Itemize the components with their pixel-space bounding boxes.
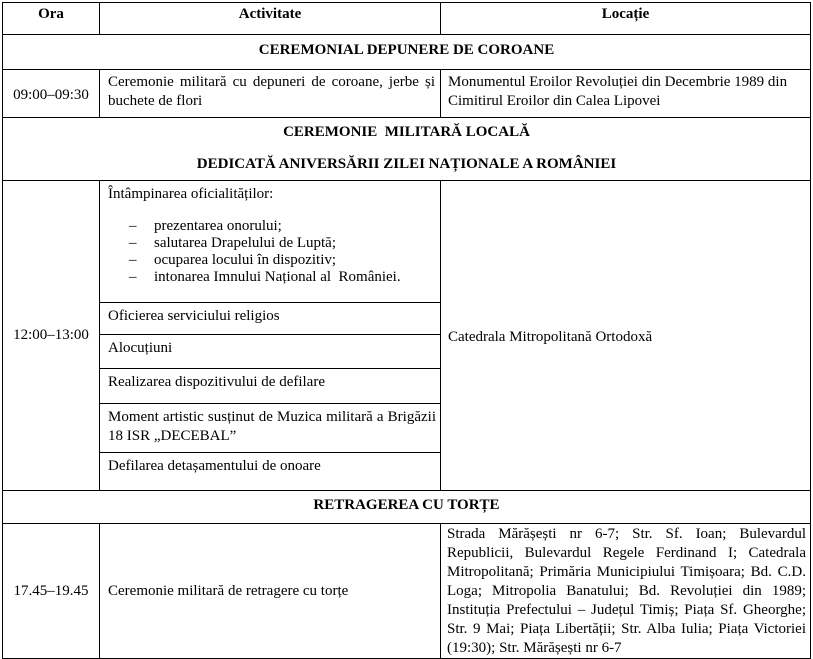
section-torte-row: [3, 491, 811, 524]
greeting-item: – prezentarea onorului;: [108, 218, 436, 235]
program-table: [2, 2, 811, 659]
header-row: [3, 3, 811, 35]
ceremonie-activity-list: [100, 181, 440, 490]
activity-item: Alocuțiuni: [100, 335, 440, 369]
coroane-row: [3, 70, 811, 118]
greeting-item: – salutarea Drapelului de Luptă;: [108, 235, 436, 252]
coroane-location: Monumentul Eroilor Revoluției din Decembrie 1989 din Cimitirul Eroilor din Calea Lipovei: [441, 70, 811, 118]
activity-item: Defilarea detașamentului de onoare: [108, 458, 321, 474]
torte-row: [3, 524, 811, 659]
greeting-title: Întâmpinarea oficialităților:: [108, 186, 274, 202]
section-title-coroane: CEREMONIAL DEPUNERE DE COROANE: [3, 35, 811, 70]
torte-activity: Ceremonie militară de retragere cu torțe: [100, 524, 441, 659]
section-title-ceremonie-line2: DEDICATĂ ANIVERSĂRII ZILEI NAȚIONALE A ROMÂNIEI: [196, 156, 617, 172]
activity-item: Realizarea dispozitivului de defilare: [100, 369, 440, 404]
greeting-item: – ocuparea locului în dispozitiv;: [108, 252, 436, 269]
header-activitate: Activitate: [100, 3, 441, 35]
greeting-activity: [100, 181, 440, 303]
torte-route: Strada Mărășești nr 6-7; Str. Sf. Ioan; Bulevardul Republicii, Bulevardul Regele Ferdinand I; Catedrala Mitropolitană; Primăria Municipiului Timișoara; Bd. C.D. Loga; Mitropolia Banatului; Bd. Revoluției din 1989; Instituția Prefectului – Județul Timiș; Piața Sf. Gheorghe; Str. 9 Mai; Piața Libertății; Str. Alba Iulia; Piața Victoriei (19:30); Str. Mărășești nr 6-7: [441, 524, 811, 659]
section-coroane-row: [3, 35, 811, 70]
ceremonie-activities: [100, 181, 441, 491]
ceremonie-row: [3, 181, 811, 491]
header-locatie: Locație: [441, 3, 811, 35]
section-title-ceremonie: [3, 118, 811, 181]
activity-item: Moment artistic susținut de Muzica militară a Brigăzii 18 ISR „DECEBAL”: [100, 404, 440, 453]
greeting-list: [108, 218, 436, 286]
section-ceremonie-row: [3, 118, 811, 181]
ceremonie-location: Catedrala Mitropolitană Ortodoxă: [441, 181, 811, 491]
coroane-time: 09:00–09:30: [3, 70, 100, 118]
greeting-item: – intonarea Imnului Național al României.: [108, 269, 436, 286]
ceremonie-time: 12:00–13:00: [3, 181, 100, 491]
coroane-activity: Ceremonie militară cu depuneri de coroane, jerbe și buchete de flori: [100, 70, 441, 118]
activity-item: Oficierea serviciului religios: [100, 303, 440, 335]
section-title-ceremonie-line1: CEREMONIE MILITARĂ LOCALĂ: [283, 124, 530, 140]
torte-time: 17.45–19.45: [3, 524, 100, 659]
section-title-torte: RETRAGEREA CU TORȚE: [3, 491, 811, 524]
header-ora: Ora: [3, 3, 100, 35]
